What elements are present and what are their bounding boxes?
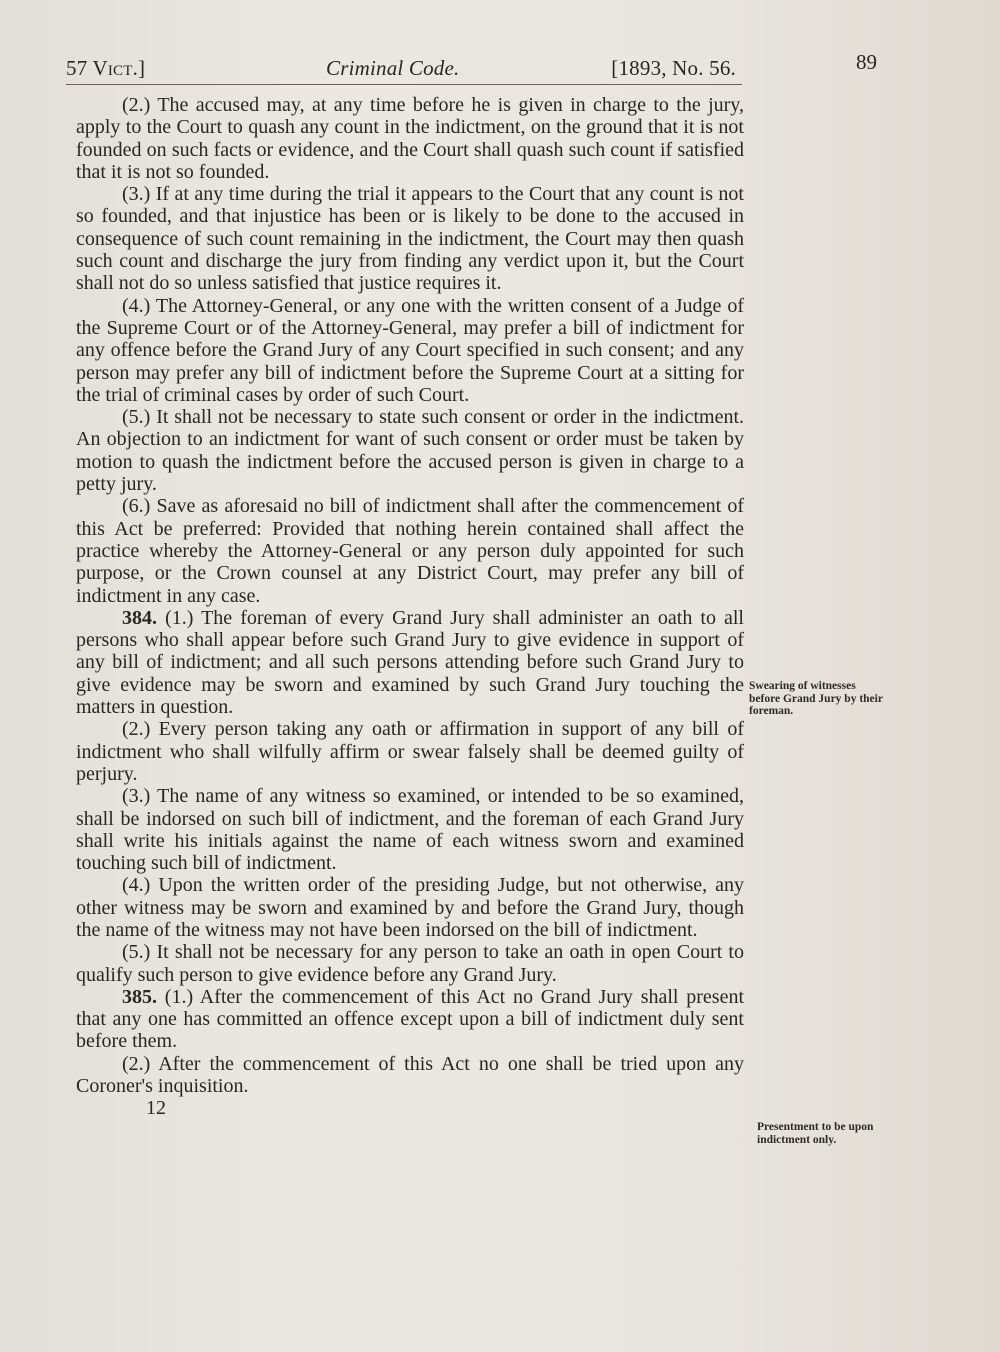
running-header [66,52,742,86]
section-385-1 [76,986,744,1053]
section-385-1-text: (1.) After the commencement of this Act no Grand Jury shall present that any one has committed an offence except upon a bill of indictment duly sent before them. [76,985,745,1053]
header-rule [66,84,742,85]
subsection-383-4: (4.) The Attorney-General, or any one with the written consent of a Judge of the Supreme Court or of the Attorney-General, may prefer a bill of indictment for any offence before the Grand Jury of any Court specified in such consent; and any person may prefer any bill of indictment before the Supreme Court at a sitting for the trial of criminal cases by order of such Court. [76,294,744,406]
header-act-number: [1893, No. 56. [611,56,736,80]
subsection-384-4: (4.) Upon the written order of the presiding Judge, but not otherwise, any other witness may be sworn and examined by and before the Grand Jury, though the name of the witness may not have been indorsed on the bill of indictment. [76,874,744,941]
header-title: Criminal Code. [326,56,460,80]
subsection-383-6: (6.) Save as aforesaid no bill of indictment shall after the commencement of this Act be preferred: Provided that nothing herein contained shall affect the practice whereby the Attorney-General or any person duly appointed for such purpose, or the Crown counsel at any District Court, may prefer any bill of indictment in any case. [76,495,744,607]
subsection-385-2: (2.) After the commencement of this Act no one shall be tried upon any Coroner's inquisition. [76,1052,744,1098]
subsection-383-3: (3.) If at any time during the trial it appears to the Court that any count is not so founded, and that injustice has been or is likely to be done to the accused in consequence of such count remaining in the indictment, the Court may then quash such count and discharge the jury from finding any verdict upon it, but the Court shall not do so unless satisfied that justice requires it. [76,183,744,295]
subsection-383-2: (2.) The accused may, at any time before he is given in charge to the jury, apply to the Court to quash any count in the indictment, on the ground that it is not founded on such facts or evidence, and the Court shall quash such count if satisfied that it is not so founded. [76,94,744,183]
marginal-note-385: Presentment to be upon indictment only. [757,1121,874,1146]
subsection-384-3: (3.) The name of any witness so examined, or intended to be so examined, shall be indorsed on such bill of indictment, and the foreman of each Grand Jury shall write his initials against the name of each witness sworn and examined touching such bill of indictment. [76,785,744,875]
body-text [76,94,744,1120]
section-number-385: 385. [122,985,157,1008]
subsection-383-5: (5.) It shall not be necessary to state such consent or order in the indictment. An objection to an indictment for want of such consent or order must be taken by motion to quash the indictment before the accused person is given in charge to a petty jury. [76,406,744,496]
subsection-384-2: (2.) Every person taking any oath or affirmation in support of any bill of indictment who shall wilfully affirm or swear falsely shall be deemed guilty of perjury. [76,718,744,785]
header-regnal-year: 57 Vict.] [66,56,146,80]
signature-mark: 12 [146,1097,166,1120]
section-384-1-text: (1.) The foreman of every Grand Jury shall administer an oath to all persons who shall appear before such Grand Jury to give evidence in support of any bill of indictment; and all such persons attending before such Grand Jury to give evidence may be sworn and examined by such Grand Jury touching the matters in question. [76,606,744,719]
section-number-384: 384. [122,606,157,629]
section-384-1 [76,607,744,718]
subsection-384-5: (5.) It shall not be necessary for any person to take an oath in open Court to qualify such person to give evidence before any Grand Jury. [76,941,744,986]
page-number: 89 [856,50,877,74]
marginal-note-384: Swearing of witnesses before Grand Jury by their foreman. [749,680,883,717]
